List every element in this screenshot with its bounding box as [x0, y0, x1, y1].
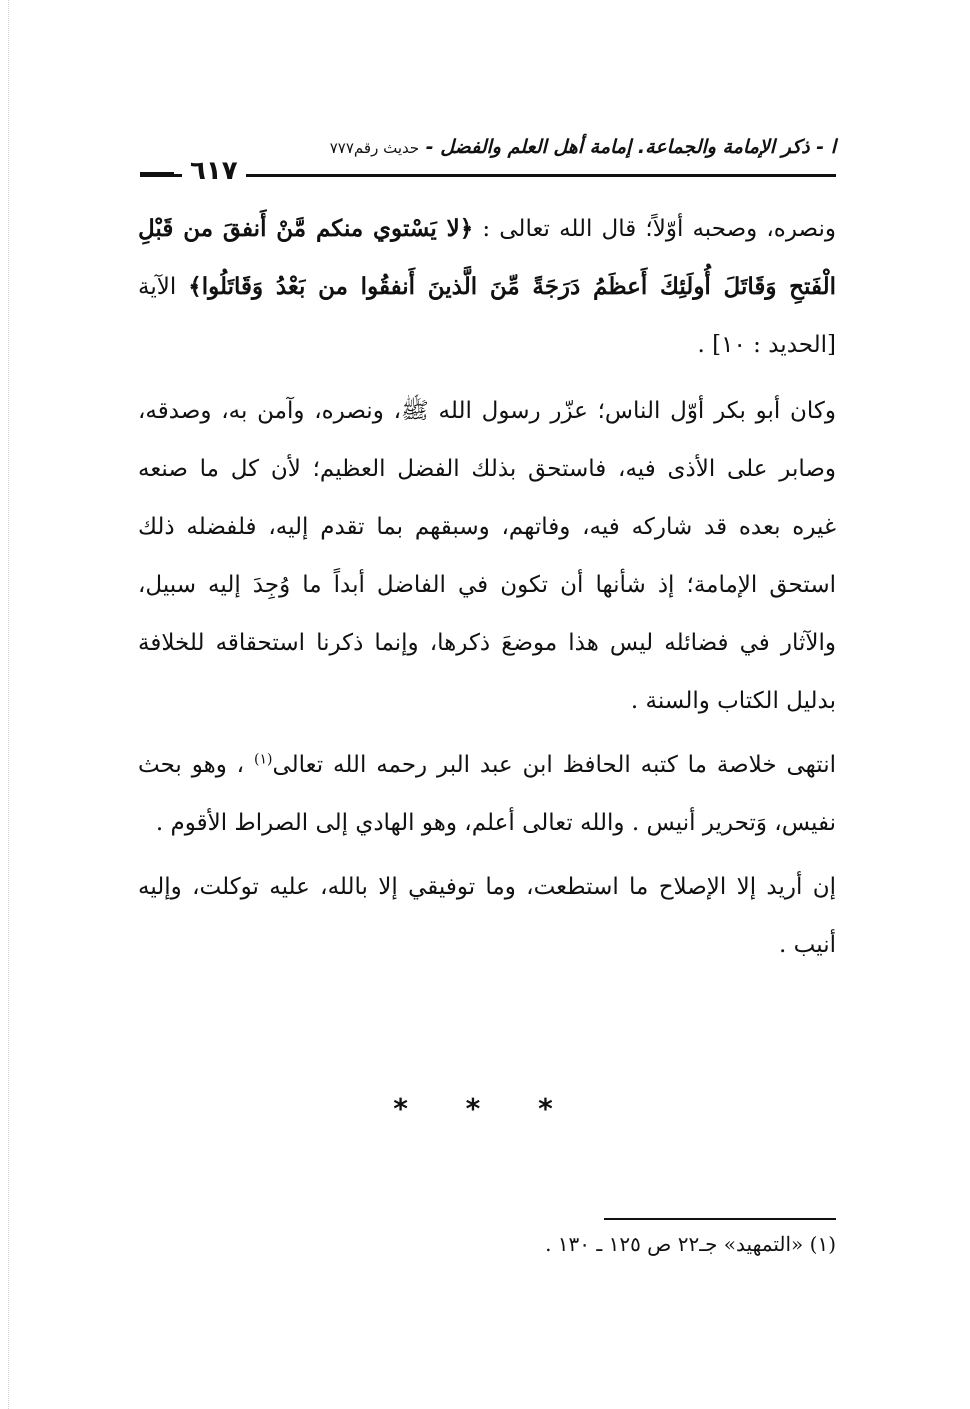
p3-text-before: انتهى خلاصة ما كتبه الحافظ ابن عبد البر رحمه الله تعالى: [272, 752, 836, 778]
hadith-reference: حديث رقم٧٧٧: [329, 139, 420, 157]
paragraph-2: وكان أبو بكر أوّل الناس؛ عزّر رسول الله ﷺ، ونصره، وآمن به، وصدقه، وصابر على الأذى فيه، فاستحق بذلك الفضل العظيم؛ لأن كل ما صنعه غيره بعده قد شاركه فيه، وفاتهم، وسبقهم بما تقدم إليه، فلفضله ذلك استحق الإمامة؛ إذ شأنها أن تكون في الفاضل أبداً ما وُجِدَ إليه سبيل، والآثار في فضائله ليس هذا موضعَ ذكرها، وإنما ذكرنا استحقاقه للخلافة بدليل الكتاب والسنة .: [138, 398, 836, 714]
scan-edge: [8, 0, 9, 1409]
paragraph-1: [138, 200, 836, 374]
paragraph-4: إن أريد إلا الإصلاح ما استطعت، وما توفيقي إلا بالله، عليه توكلت، وإليه أنيب .: [138, 874, 836, 958]
footnote-rule: [604, 1218, 836, 1220]
p3-text-after: ، وهو بحث نفيس، وَتحرير أنيس . والله تعالى أعلم، وهو الهادي إلى الصراط الأقوم .: [138, 752, 836, 836]
p1-text-after: الآية [الحديد : ١٠] .: [138, 274, 836, 358]
section-separator: * * *: [393, 1092, 577, 1125]
p1-text-before: ونصره، وصحبه أوّلاً؛ قال الله تعالى :: [473, 216, 836, 242]
chapter-title: ا - ذكر الإمامة والجماعة. إمامة أهل العلم والفضل -: [425, 136, 836, 158]
page-number: ٦١٧: [182, 156, 246, 186]
header-title: [330, 136, 836, 158]
header-rule-accent: [140, 172, 174, 176]
paragraph-3: [138, 736, 836, 852]
footnote-marker: (١): [253, 751, 273, 768]
footnote: (١) «التمهيد» جـ٢٢ ص ١٢٥ ـ ١٣٠ .: [545, 1232, 836, 1256]
body-text: [138, 200, 836, 974]
running-header: [140, 136, 836, 186]
quran-verse: ﴿لا يَسْتوي منكم مَّنْ أَنفقَ من قَبْلِ الْفَتحِ وَقَاتَلَ أُولَئِكَ أَعظَمُ دَرَجَةً مِّنَ الَّذينَ أَنفقُوا من بَعْدُ وَقَاتَلُوا﴾: [138, 215, 836, 300]
